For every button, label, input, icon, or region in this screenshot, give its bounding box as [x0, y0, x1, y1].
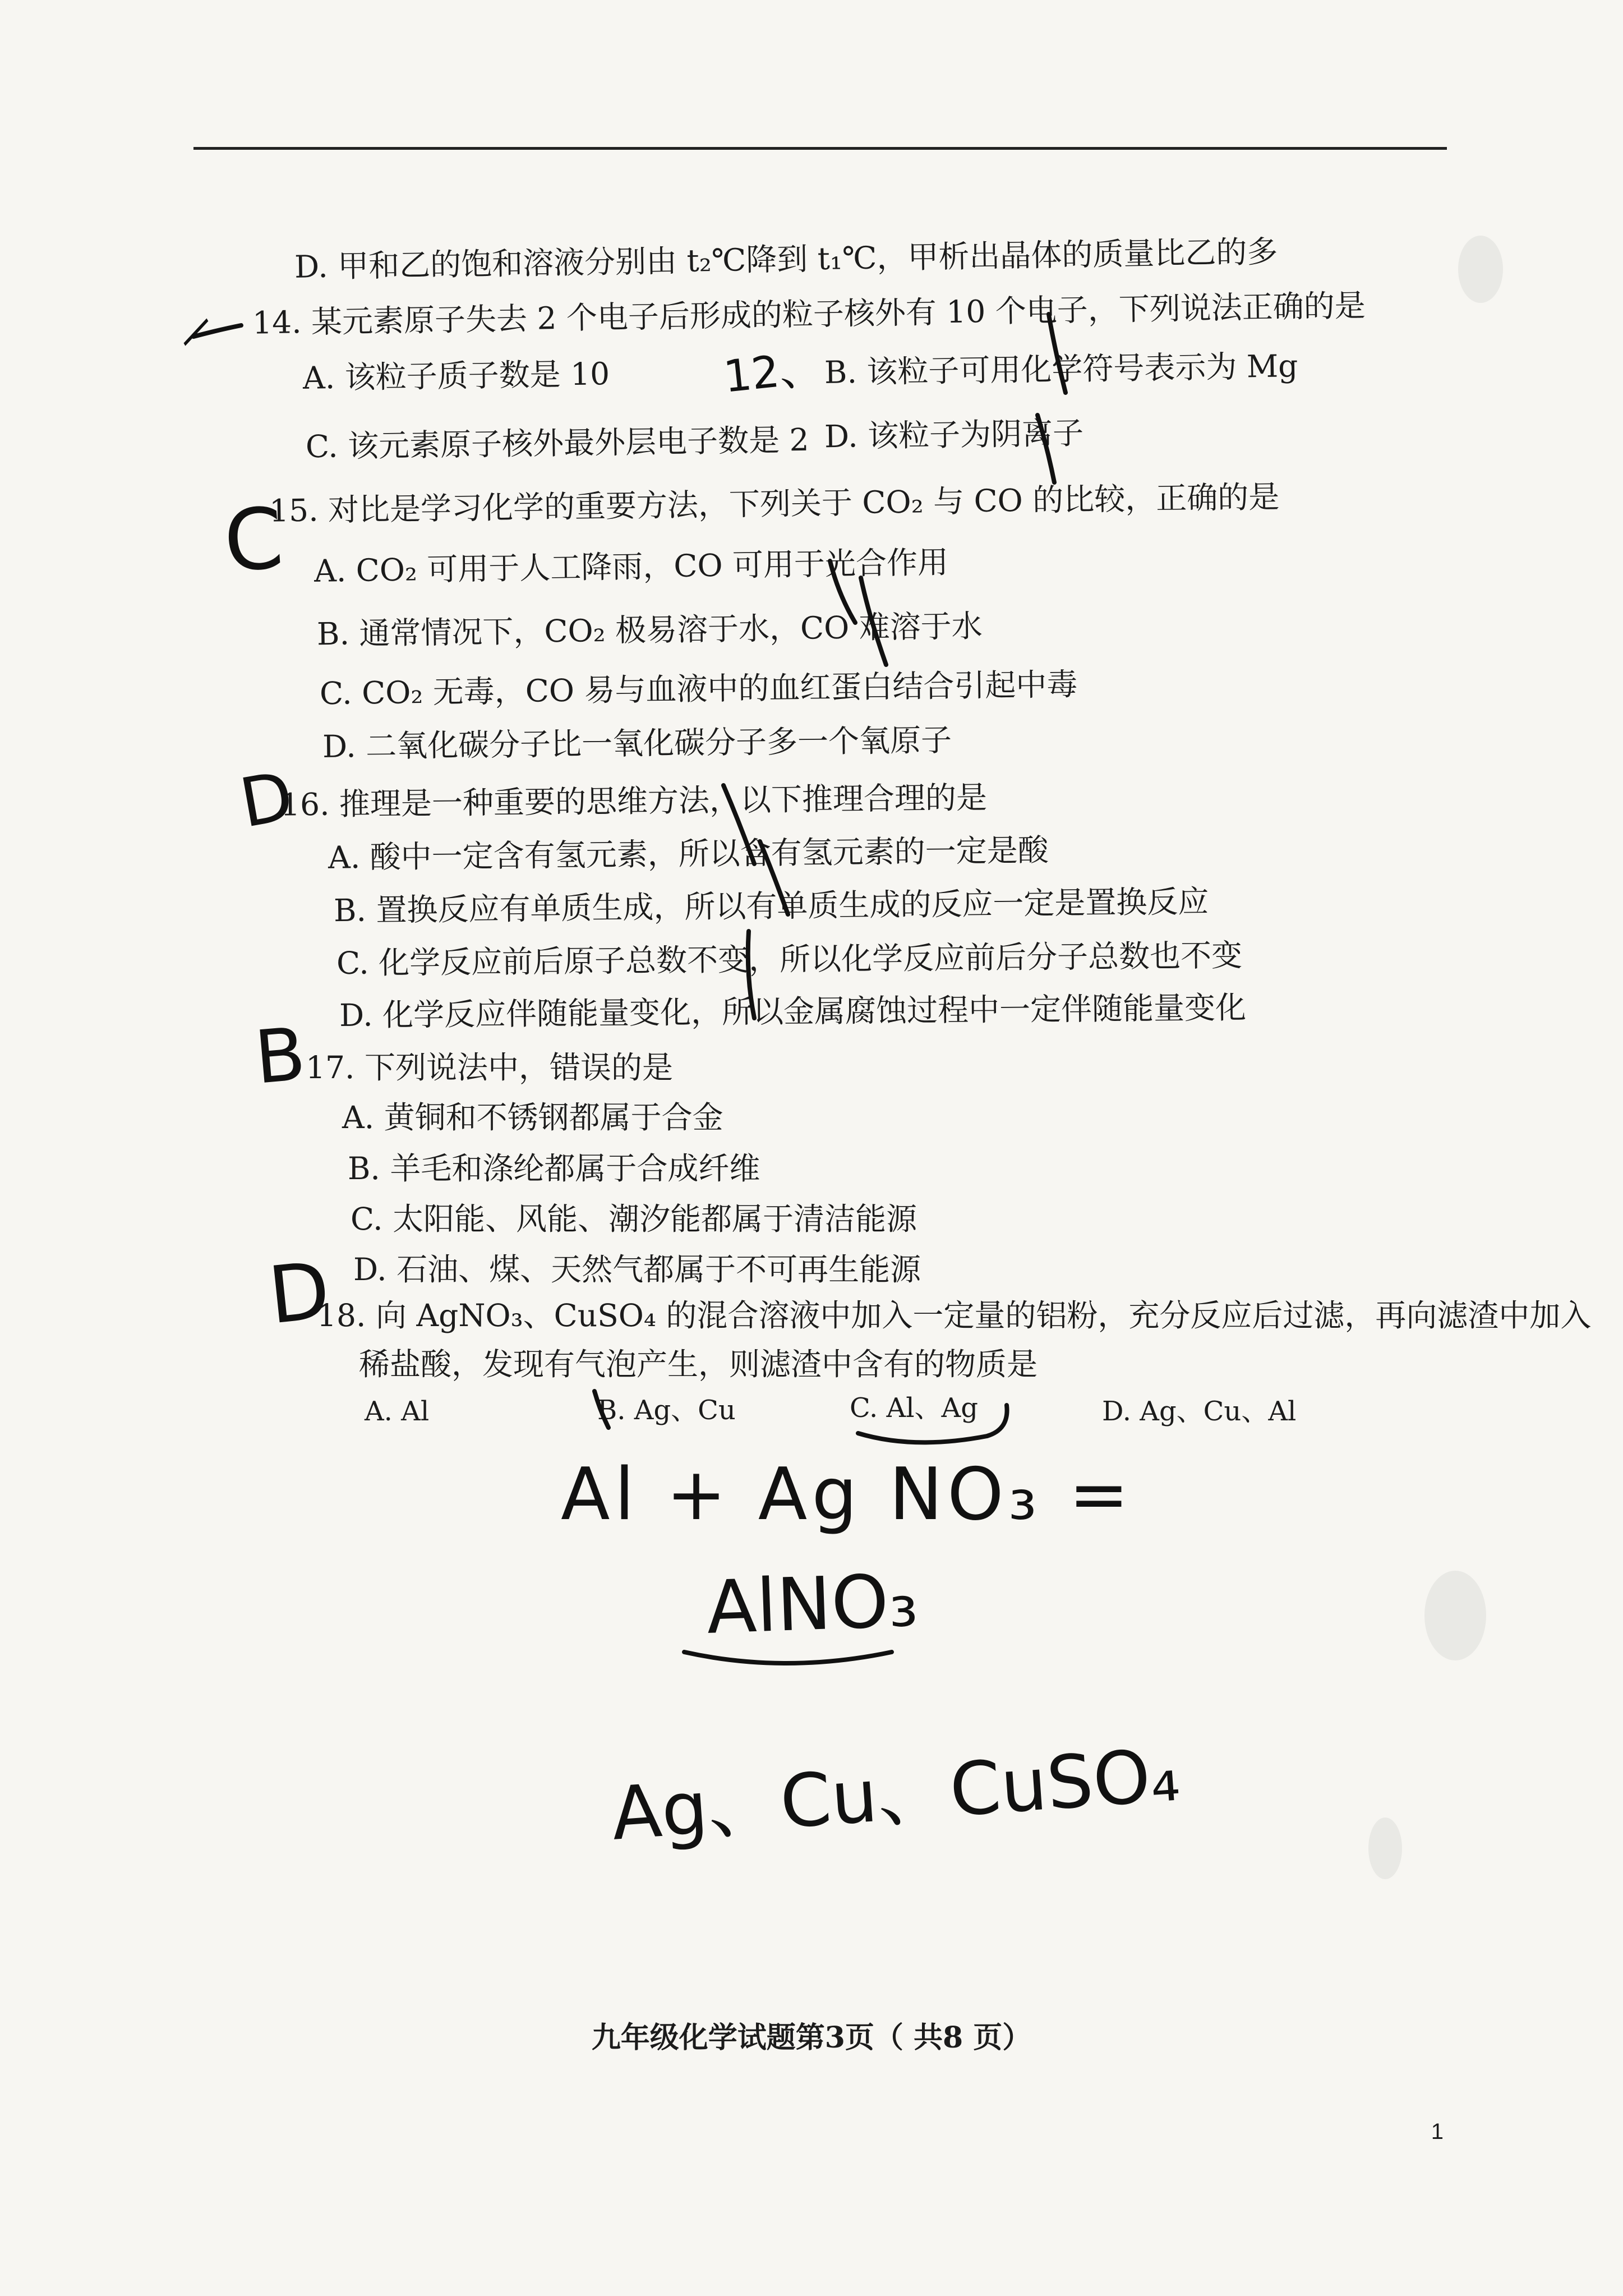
q14-option-c: C. 该元素原子核外最外层电子数是 2 — [305, 421, 809, 465]
q14-option-b-slash — [1049, 314, 1066, 393]
q15-option-c: C. CO₂ 无毒，CO 易与血液中的血红蛋白结合引起中毒 — [319, 666, 1078, 712]
q14-option-d: D. 该粒子为阴离子 — [824, 415, 1084, 455]
q18-product-underline — [684, 1652, 892, 1663]
q14-stem: 14. 某元素原子失去 2 个电子后形成的粒子核外有 10 个电子，下列说法正确的是 — [252, 287, 1366, 341]
q17-option-c: C. 太阳能、风能、潮汐能都属于清洁能源 — [351, 1201, 917, 1237]
q17-handwritten-answer: B — [251, 1011, 309, 1101]
q18-option-b: B. Ag、Cu — [597, 1395, 736, 1426]
q16-handwritten-answer: D — [234, 757, 299, 843]
q17-stem: 17. 下列说法中，错误的是 — [306, 1050, 673, 1085]
q14-dash-stroke — [193, 325, 241, 337]
q16-option-c: C. 化学反应前后原子总数不变，所以化学反应前后分子总数也不变 — [336, 937, 1243, 982]
q14-option-b: B. 该粒子可用化学符号表示为 Mg — [824, 348, 1298, 390]
q16-option-d: D. 化学反应伴随能量变化，所以金属腐蚀过程中一定伴随能量变化 — [339, 989, 1247, 1034]
q16-option-b-slash — [760, 841, 788, 914]
q14-option-a: A. 该粒子质子数是 10 — [302, 356, 610, 396]
q18-option-d: D. Ag、Cu、Al — [1102, 1396, 1297, 1427]
q18-option-c-underline — [858, 1405, 1007, 1442]
q15-option-a-slash — [830, 561, 855, 623]
q17-option-a: A. 黄铜和不锈钢都属于合金 — [342, 1099, 723, 1135]
q15-option-b: B. 通常情况下，CO₂ 极易溶于水，CO 难溶于水 — [316, 608, 983, 652]
q16-option-a: A. 酸中一定含有氢元素，所以含有氢元素的一定是酸 — [328, 832, 1049, 876]
q16-option-a-slash — [723, 785, 754, 864]
q18-stem-line1: 18. 向 AgNO₃、CuSO₄ 的混合溶液中加入一定量的铝粉，充分反应后过滤，再向滤渣中加入 — [317, 1297, 1592, 1333]
q17-option-d: D. 石油、煤、天然气都属于不可再生能源 — [353, 1251, 921, 1287]
q18-option-b-tick — [594, 1391, 608, 1428]
q18-handwritten-product: AlNO₃ — [705, 1557, 920, 1650]
q18-handwritten-residue: Ag、Cu、CuSO₄ — [608, 1732, 1183, 1857]
q13-option-d: D. 甲和乙的饱和溶液分别由 t₂℃降到 t₁℃，甲析出晶体的质量比乙的多 — [294, 233, 1278, 285]
q18-option-c: C. Al、Ag — [850, 1392, 978, 1424]
q16-option-b: B. 置换反应有单质生成，所以有单质生成的反应一定是置换反应 — [333, 883, 1209, 929]
page-footer: 九年级化学试题第3页（ 共8 页） — [591, 2021, 1032, 2055]
q14-handwritten-mark: \ — [173, 314, 220, 349]
page-number: 1 — [1431, 2119, 1444, 2144]
q14-handwritten-note: 12、 — [721, 342, 826, 403]
q17-option-b: B. 羊毛和涤纶都属于合成纤维 — [348, 1151, 760, 1186]
q15-handwritten-answer: C — [220, 489, 287, 591]
q14-option-d-slash — [1038, 415, 1054, 482]
q18-handwritten-equation: Al + Ag NO₃ = — [561, 1453, 1133, 1536]
q18-handwritten-answer: D — [264, 1245, 334, 1342]
q16-option-c-slash — [748, 931, 754, 1018]
q15-stem: 15. 对比是学习化学的重要方法，下列关于 CO₂ 与 CO 的比较，正确的是 — [269, 478, 1280, 529]
q15-option-b-slash — [861, 578, 886, 665]
q18-option-a: A. Al — [365, 1396, 430, 1427]
q15-option-a: A. CO₂ 可用于人工降雨，CO 可用于光合作用 — [313, 544, 949, 589]
q15-option-d: D. 二氧化碳分子比一氧化碳分子多一个氧原子 — [322, 722, 952, 765]
q16-stem: 16. 推理是一种重要的思维方法，以下推理合理的是 — [280, 779, 988, 823]
q18-stem-line2: 稀盐酸，发现有气泡产生，则滤渣中含有的物质是 — [359, 1346, 1038, 1382]
